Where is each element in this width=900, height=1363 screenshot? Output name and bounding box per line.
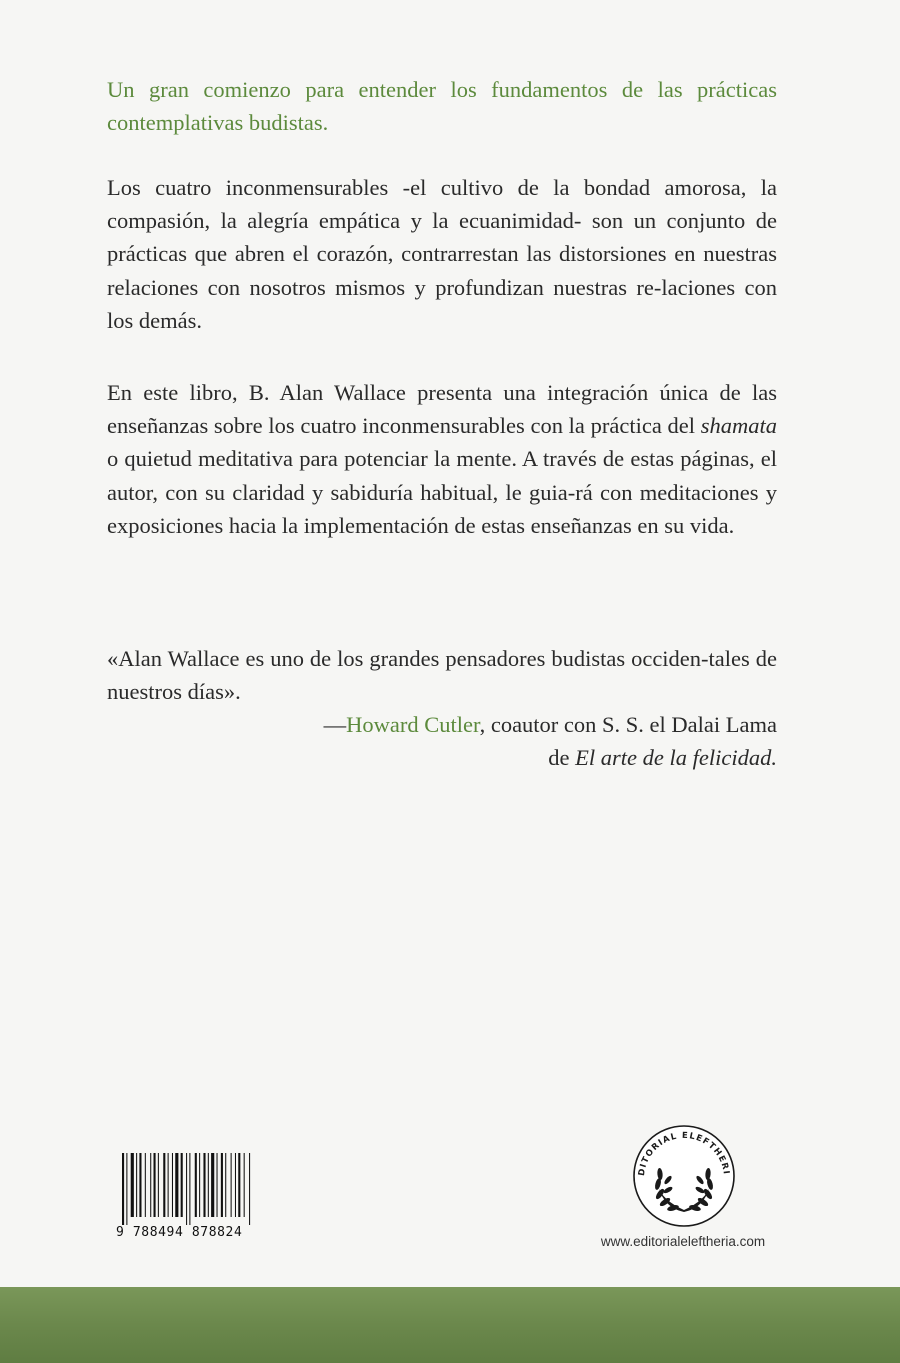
barcode-bar <box>131 1153 134 1217</box>
quote-attribution-line-1 <box>324 708 777 741</box>
barcode-bar <box>175 1153 178 1217</box>
barcode-bar <box>168 1153 169 1217</box>
tagline: Un gran comienzo para entender los fundamentos de las prácticas contemplativas budistas. <box>107 77 777 136</box>
endorsement-quote: «Alan Wallace es uno de los grandes pensadores budistas occiden-tales de nuestros días». <box>107 646 777 705</box>
barcode-bar <box>186 1153 187 1225</box>
laurel-seal-icon <box>628 1120 740 1232</box>
publisher-logo <box>628 1120 740 1232</box>
description-paragraph-2 <box>107 376 777 542</box>
isbn-number: 9 788494 878824 <box>116 1225 243 1240</box>
barcode-bar <box>150 1153 151 1217</box>
attribution-dash: — <box>323 712 347 737</box>
barcode-bar <box>145 1153 146 1217</box>
barcode-bar <box>139 1153 141 1217</box>
barcode-bar <box>238 1153 240 1217</box>
bottom-green-band <box>0 1287 900 1363</box>
barcode-bar <box>158 1153 159 1217</box>
barcode-bar <box>211 1153 214 1217</box>
publisher-website: www.editorialeleftheria.com <box>600 1234 766 1249</box>
barcode-bar <box>221 1153 223 1217</box>
attribution-name: Howard Cutler <box>346 712 480 737</box>
barcode-bar <box>163 1153 165 1217</box>
barcode-bar <box>199 1153 200 1217</box>
attribution-book-title: El arte de la felicidad. <box>575 745 777 770</box>
barcode-bar <box>235 1153 236 1217</box>
barcode-bar <box>136 1153 137 1217</box>
barcode-bars <box>120 1153 280 1225</box>
barcode-bar <box>189 1153 190 1225</box>
para2-italic-term: shamata <box>700 413 777 439</box>
barcode-bar <box>172 1153 173 1217</box>
barcode-bar <box>181 1153 183 1217</box>
barcode-bar <box>122 1153 124 1225</box>
barcode-bar <box>154 1153 156 1217</box>
barcode-bar <box>126 1153 127 1225</box>
logo-text: DITORIAL ELEFTHERI <box>636 1130 731 1177</box>
quote-attribution-line-2 <box>548 741 777 774</box>
barcode-bar <box>244 1153 245 1217</box>
barcode-bar <box>225 1153 226 1217</box>
band-gradient <box>0 1287 900 1363</box>
para2-before: En este libro, B. Alan Wallace presenta una integración única de las enseñanzas sobre los cuatro inconmensurables con la práctica del <box>107 380 777 439</box>
attribution-prefix: de <box>548 745 576 770</box>
attribution-role: , coautor con S. S. el Dalai Lama <box>479 712 777 737</box>
barcode-bar <box>217 1153 218 1217</box>
description-paragraph-1: Los cuatro inconmensurables -el cultivo de la bondad amorosa, la compasión, la alegría empática y la ecuanimidad- son un conjunto de prácticas que abren el corazón, contrarrestan las distorsiones en nuestras relaciones con nosotros mismos y profundizan nuestras re-laciones con los demás. <box>107 175 777 333</box>
barcode-bar <box>195 1153 197 1217</box>
para2-after: o quietud meditativa para potenciar la mente. A través de estas páginas, el autor, con su claridad y sabiduría habitual, le guia-rá con meditaciones y exposiciones hacia la implementación de estas enseñanzas en su vida. <box>107 446 777 538</box>
barcode-bar <box>203 1153 205 1217</box>
barcode-bar <box>208 1153 209 1217</box>
barcode-bar <box>231 1153 232 1217</box>
barcode-bar <box>249 1153 250 1225</box>
